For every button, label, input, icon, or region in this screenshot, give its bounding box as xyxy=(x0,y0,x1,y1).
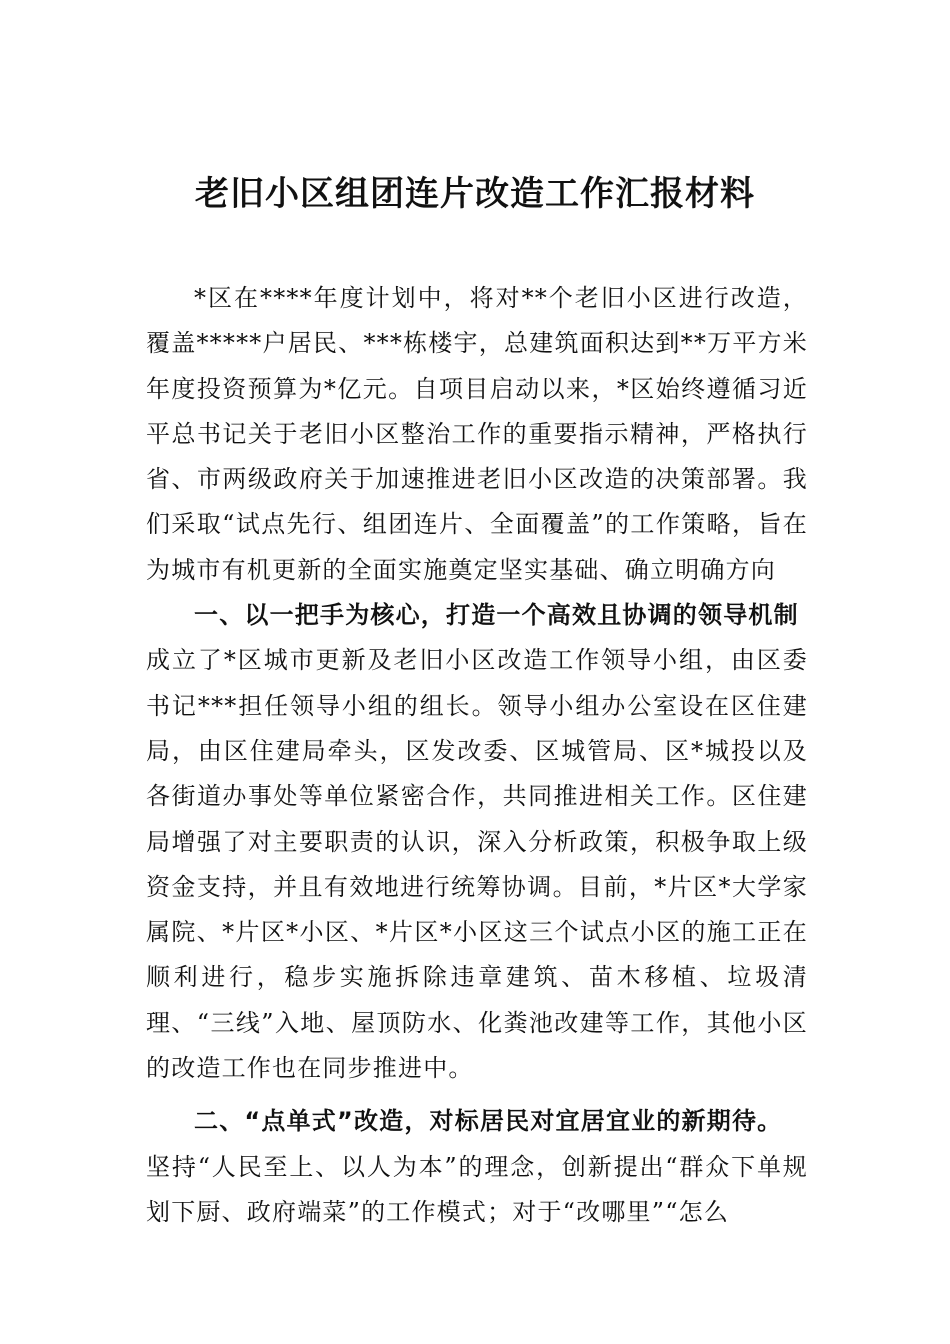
section-1-heading: 一、以一把手为核心，打造一个高效且协调的领导机制 xyxy=(194,601,799,630)
section-2-body: 坚持“人民至上、以人为本”的理念，创新提出“群众下单规划下厨、政府端菜”的工作模式；对于“改哪里”“怎么 xyxy=(146,1152,808,1226)
document-body xyxy=(146,276,808,1235)
section-1-body: 成立了*区城市更新及老旧小区改造工作领导小组，由区委书记***担任领导小组的组长。领导小组办公室设在区住建局，由区住建局牵头，区发改委、区城管局、区*城投以及各街道办事处等单位紧密合作，共同推进相关工作。区住建局增强了对主要职责的认识，深入分析政策，积极争取上级资金支持，并且有效地进行统筹协调。目前，*片区*大学家属院、*片区*小区、*片区*小区这三个试点小区的施工正在顺利进行，稳步实施拆除违章建筑、苗木移植、垃圾清理、“三线”入地、屋顶防水、化粪池改建等工作，其他小区的改造工作也在同步推进中。 xyxy=(146,646,808,1083)
document-title: 老旧小区组团连片改造工作汇报材料 xyxy=(195,174,755,214)
intro-paragraph: *区在****年度计划中，将对**个老旧小区进行改造，覆盖*****户居民、***栋楼宇，总建筑面积达到**万平方米年度投资预算为*亿元。自项目启动以来，*区始终遵循习近平总书记关于老旧小区整治工作的重要指示精神，严格执行省、市两级政府关于加速推进老旧小区改造的决策部署。我们采取“试点先行、组团连片、全面覆盖”的工作策略，旨在为城市有机更新的全面实施奠定坚实基础、确立明确方向 xyxy=(146,284,808,584)
section-2-heading: 二、“点单式”改造，对标居民对宜居宜业的新期待。 xyxy=(194,1107,783,1136)
